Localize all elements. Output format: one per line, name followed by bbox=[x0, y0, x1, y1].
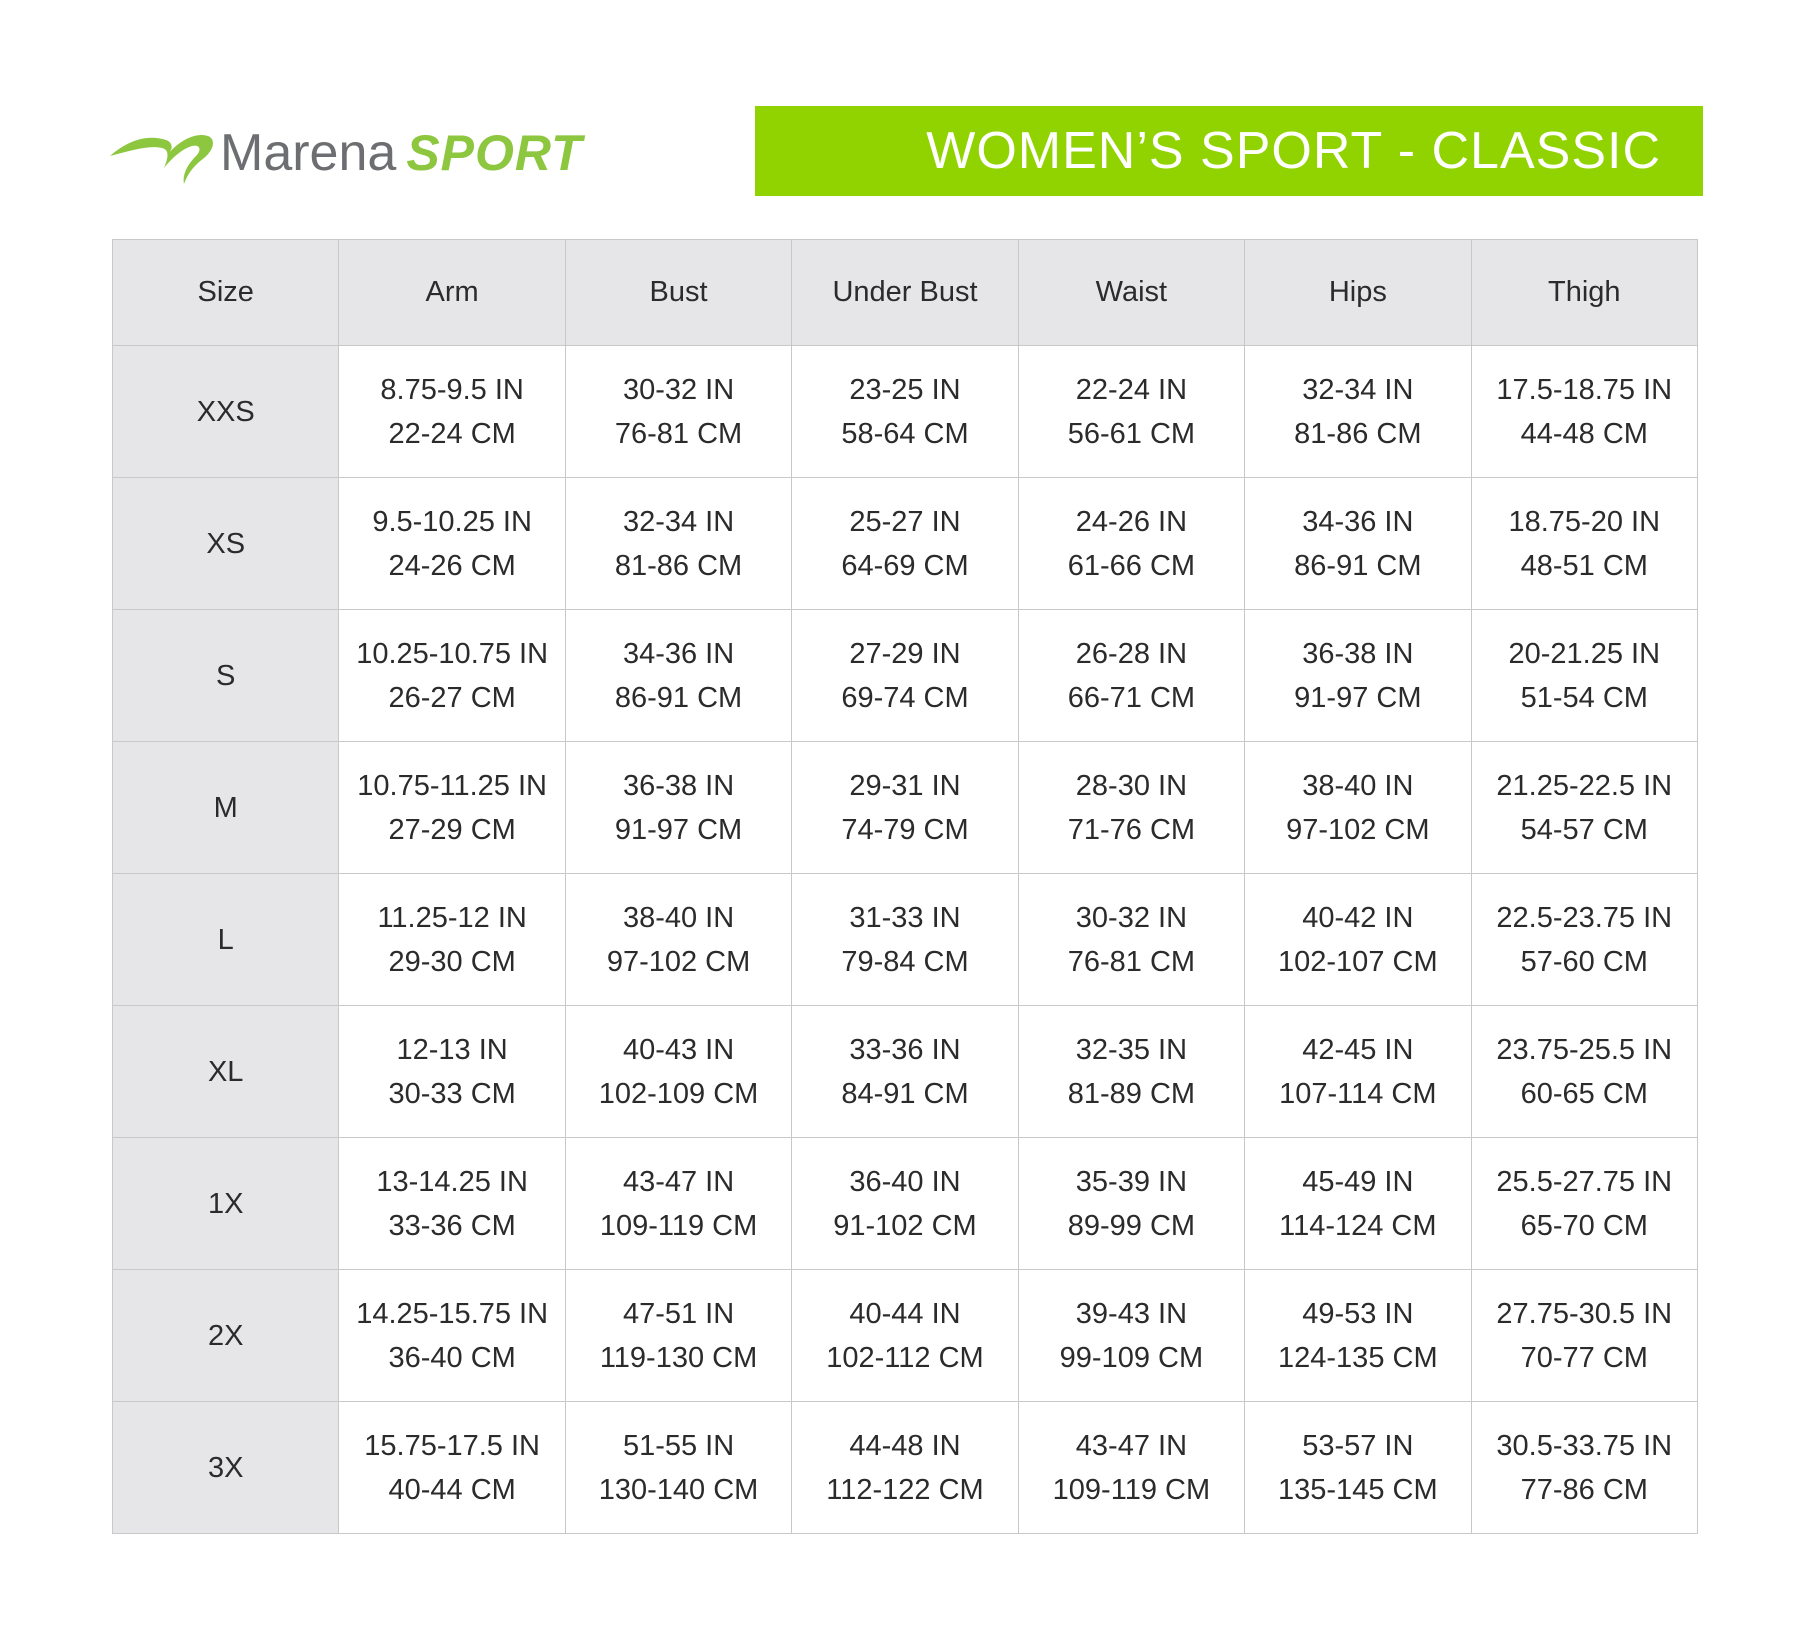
measurement-cell bbox=[565, 874, 791, 1006]
brand-wordmark bbox=[220, 124, 583, 182]
header-row bbox=[113, 240, 1698, 346]
measurement-cell bbox=[792, 346, 1018, 478]
measurement-cm: 97-102 CM bbox=[606, 945, 751, 978]
measurement-inches: 47-51 IN bbox=[622, 1297, 735, 1330]
measurement-cm: 54-57 CM bbox=[1520, 813, 1648, 846]
measurement-inches: 40-42 IN bbox=[1302, 901, 1414, 934]
measurement-inches: 34-36 IN bbox=[1302, 505, 1414, 538]
measurement-inches: 33-36 IN bbox=[849, 1033, 961, 1066]
brand-name: Marena bbox=[220, 124, 397, 182]
measurement-cell bbox=[1018, 874, 1244, 1006]
measurement-inches: 43-47 IN bbox=[622, 1165, 735, 1198]
measurement-cell bbox=[565, 610, 791, 742]
measurement-cell bbox=[1245, 742, 1471, 874]
measurement-inches: 28-30 IN bbox=[1075, 769, 1188, 802]
measurement-inches: 25-27 IN bbox=[849, 505, 961, 538]
size-label: 2X bbox=[113, 1270, 339, 1402]
measurement-cm: 24-26 CM bbox=[388, 549, 516, 582]
measurement-inches: 12-13 IN bbox=[396, 1033, 508, 1066]
measurement-cm: 60-65 CM bbox=[1520, 1077, 1648, 1110]
measurement-inches: 32-34 IN bbox=[622, 505, 735, 538]
table-row bbox=[113, 478, 1698, 610]
measurement-cell bbox=[339, 1270, 565, 1402]
measurement-cm: 79-84 CM bbox=[841, 945, 969, 978]
size-label: XS bbox=[113, 478, 339, 610]
measurement-cm: 97-102 CM bbox=[1286, 813, 1430, 846]
measurement-inches: 27.75-30.5 IN bbox=[1496, 1297, 1673, 1330]
measurement-cm: 44-48 CM bbox=[1520, 417, 1648, 450]
measurement-inches: 9.5-10.25 IN bbox=[372, 505, 532, 538]
brand-logo bbox=[108, 118, 583, 188]
measurement-inches: 32-34 IN bbox=[1302, 373, 1414, 406]
measurement-cell bbox=[1471, 874, 1697, 1006]
measurement-cm: 84-91 CM bbox=[841, 1077, 969, 1110]
measurement-cell bbox=[1018, 1270, 1244, 1402]
measurement-cm: 64-69 CM bbox=[841, 549, 969, 582]
measurement-inches: 8.75-9.5 IN bbox=[380, 373, 524, 406]
measurement-cm: 76-81 CM bbox=[614, 417, 743, 450]
measurement-cell bbox=[565, 742, 791, 874]
measurement-cell bbox=[1471, 742, 1697, 874]
measurement-cell bbox=[565, 1138, 791, 1270]
measurement-cm: 109-119 CM bbox=[1052, 1473, 1211, 1506]
size-label: S bbox=[113, 610, 339, 742]
measurement-cm: 69-74 CM bbox=[841, 681, 969, 714]
table-header bbox=[113, 240, 1698, 346]
measurement-cell bbox=[1471, 1402, 1697, 1534]
column-header-thigh: Thigh bbox=[1471, 240, 1697, 346]
page-title: WOMEN’S SPORT - CLASSIC bbox=[926, 122, 1661, 180]
measurement-cm: 74-79 CM bbox=[841, 813, 969, 846]
measurement-cm: 124-135 CM bbox=[1278, 1341, 1438, 1374]
measurement-inches: 38-40 IN bbox=[622, 901, 735, 934]
measurement-inches: 23-25 IN bbox=[849, 373, 961, 406]
measurement-cm: 91-97 CM bbox=[614, 813, 743, 846]
size-label: XXS bbox=[113, 346, 339, 478]
measurement-cell bbox=[792, 478, 1018, 610]
measurement-cell bbox=[1018, 478, 1244, 610]
measurement-cell bbox=[339, 346, 565, 478]
measurement-cm: 61-66 CM bbox=[1067, 549, 1196, 582]
column-header-under-bust: Under Bust bbox=[792, 240, 1018, 346]
measurement-inches: 20-21.25 IN bbox=[1508, 637, 1661, 670]
measurement-cell bbox=[1018, 610, 1244, 742]
measurement-cell bbox=[792, 610, 1018, 742]
measurement-cm: 29-30 CM bbox=[388, 945, 516, 978]
measurement-inches: 51-55 IN bbox=[622, 1429, 735, 1462]
measurement-cell bbox=[339, 742, 565, 874]
measurement-inches: 26-28 IN bbox=[1075, 637, 1188, 670]
measurement-inches: 44-48 IN bbox=[849, 1429, 961, 1462]
measurement-inches: 30-32 IN bbox=[622, 373, 735, 406]
measurement-inches: 10.75-11.25 IN bbox=[357, 769, 547, 802]
measurement-inches: 17.5-18.75 IN bbox=[1496, 373, 1673, 406]
measurement-cm: 27-29 CM bbox=[388, 813, 516, 846]
measurement-cell bbox=[1471, 1006, 1697, 1138]
measurement-inches: 34-36 IN bbox=[622, 637, 735, 670]
measurement-inches: 15.75-17.5 IN bbox=[364, 1429, 540, 1462]
table-row bbox=[113, 1006, 1698, 1138]
measurement-cell bbox=[1245, 610, 1471, 742]
measurement-inches: 29-31 IN bbox=[849, 769, 961, 802]
measurement-cm: 89-99 CM bbox=[1067, 1209, 1196, 1242]
measurement-cell bbox=[1245, 1138, 1471, 1270]
measurement-inches: 32-35 IN bbox=[1075, 1033, 1188, 1066]
size-label: L bbox=[113, 874, 339, 1006]
measurement-cell bbox=[1245, 1270, 1471, 1402]
measurement-cell bbox=[1471, 346, 1697, 478]
measurement-cell bbox=[339, 1138, 565, 1270]
measurement-cell bbox=[1471, 478, 1697, 610]
size-chart-table bbox=[112, 239, 1698, 1534]
measurement-cm: 119-130 CM bbox=[599, 1341, 758, 1374]
measurement-cell bbox=[1245, 1006, 1471, 1138]
measurement-cm: 91-97 CM bbox=[1294, 681, 1422, 714]
measurement-cell bbox=[1245, 478, 1471, 610]
measurement-inches: 36-38 IN bbox=[1302, 637, 1414, 670]
title-banner bbox=[755, 106, 1703, 196]
measurement-cm: 71-76 CM bbox=[1067, 813, 1196, 846]
measurement-cell bbox=[1018, 1402, 1244, 1534]
table-row bbox=[113, 874, 1698, 1006]
measurement-cell bbox=[565, 478, 791, 610]
measurement-inches: 53-57 IN bbox=[1302, 1429, 1414, 1462]
measurement-cell bbox=[1018, 1138, 1244, 1270]
measurement-cell bbox=[339, 610, 565, 742]
measurement-cell bbox=[565, 1402, 791, 1534]
table-row bbox=[113, 346, 1698, 478]
measurement-inches: 39-43 IN bbox=[1075, 1297, 1188, 1330]
measurement-inches: 38-40 IN bbox=[1302, 769, 1414, 802]
measurement-inches: 10.25-10.75 IN bbox=[356, 637, 549, 670]
measurement-cell bbox=[1018, 742, 1244, 874]
measurement-cm: 51-54 CM bbox=[1520, 681, 1648, 714]
measurement-cm: 86-91 CM bbox=[614, 681, 743, 714]
measurement-inches: 21.25-22.5 IN bbox=[1496, 769, 1673, 802]
measurement-inches: 18.75-20 IN bbox=[1508, 505, 1661, 538]
table-row bbox=[113, 742, 1698, 874]
measurement-inches: 45-49 IN bbox=[1302, 1165, 1414, 1198]
measurement-inches: 42-45 IN bbox=[1302, 1033, 1414, 1066]
measurement-cm: 48-51 CM bbox=[1520, 549, 1648, 582]
measurement-cm: 114-124 CM bbox=[1279, 1209, 1437, 1242]
measurement-cm: 70-77 CM bbox=[1520, 1341, 1648, 1374]
measurement-cm: 40-44 CM bbox=[388, 1473, 516, 1506]
measurement-inches: 49-53 IN bbox=[1302, 1297, 1414, 1330]
column-header-waist: Waist bbox=[1018, 240, 1244, 346]
measurement-inches: 11.25-12 IN bbox=[377, 901, 527, 934]
column-header-size: Size bbox=[113, 240, 339, 346]
measurement-inches: 30-32 IN bbox=[1075, 901, 1188, 934]
table-body bbox=[113, 346, 1698, 1534]
size-label: XL bbox=[113, 1006, 339, 1138]
measurement-inches: 31-33 IN bbox=[849, 901, 961, 934]
measurement-cm: 102-109 CM bbox=[598, 1077, 759, 1110]
measurement-cm: 77-86 CM bbox=[1520, 1473, 1648, 1506]
measurement-cell bbox=[792, 742, 1018, 874]
measurement-cell bbox=[339, 1006, 565, 1138]
measurement-inches: 25.5-27.75 IN bbox=[1496, 1165, 1673, 1198]
measurement-cell bbox=[1471, 1270, 1697, 1402]
measurement-cell bbox=[1018, 1006, 1244, 1138]
measurement-cm: 57-60 CM bbox=[1520, 945, 1648, 978]
measurement-inches: 43-47 IN bbox=[1075, 1429, 1188, 1462]
measurement-inches: 36-40 IN bbox=[849, 1165, 961, 1198]
table-row bbox=[113, 1138, 1698, 1270]
measurement-cell bbox=[792, 874, 1018, 1006]
measurement-cell bbox=[565, 1270, 791, 1402]
measurement-cell bbox=[565, 1006, 791, 1138]
measurement-cm: 58-64 CM bbox=[841, 417, 969, 450]
size-label: 1X bbox=[113, 1138, 339, 1270]
measurement-inches: 14.25-15.75 IN bbox=[356, 1297, 549, 1330]
column-header-arm: Arm bbox=[339, 240, 565, 346]
column-header-bust: Bust bbox=[565, 240, 791, 346]
measurement-cell bbox=[565, 346, 791, 478]
measurement-cm: 109-119 CM bbox=[599, 1209, 758, 1242]
measurement-cm: 81-86 CM bbox=[614, 549, 743, 582]
measurement-cm: 76-81 CM bbox=[1067, 945, 1196, 978]
measurement-cm: 33-36 CM bbox=[388, 1209, 516, 1242]
size-label: M bbox=[113, 742, 339, 874]
table-row bbox=[113, 610, 1698, 742]
measurement-cm: 66-71 CM bbox=[1067, 681, 1196, 714]
measurement-cm: 99-109 CM bbox=[1059, 1341, 1204, 1374]
measurement-cell bbox=[1471, 1138, 1697, 1270]
measurement-inches: 22-24 IN bbox=[1075, 373, 1188, 406]
measurement-inches: 24-26 IN bbox=[1075, 505, 1188, 538]
measurement-cm: 81-89 CM bbox=[1067, 1077, 1196, 1110]
measurement-cm: 102-112 CM bbox=[826, 1341, 984, 1374]
measurement-cm: 102-107 CM bbox=[1278, 945, 1438, 978]
measurement-inches: 30.5-33.75 IN bbox=[1496, 1429, 1673, 1462]
measurement-cm: 86-91 CM bbox=[1294, 549, 1422, 582]
measurement-cm: 81-86 CM bbox=[1294, 417, 1422, 450]
measurement-cm: 56-61 CM bbox=[1067, 417, 1196, 450]
measurement-inches: 13-14.25 IN bbox=[376, 1165, 528, 1198]
measurement-inches: 40-43 IN bbox=[622, 1033, 735, 1066]
measurement-inches: 40-44 IN bbox=[849, 1297, 961, 1330]
measurement-cell bbox=[792, 1138, 1018, 1270]
table-row bbox=[113, 1270, 1698, 1402]
measurement-cell bbox=[792, 1270, 1018, 1402]
measurement-cell bbox=[1245, 1402, 1471, 1534]
column-header-hips: Hips bbox=[1245, 240, 1471, 346]
measurement-cell bbox=[1245, 874, 1471, 1006]
measurement-cm: 26-27 CM bbox=[388, 681, 516, 714]
measurement-cell bbox=[1471, 610, 1697, 742]
measurement-cell bbox=[339, 874, 565, 1006]
table-row bbox=[113, 1402, 1698, 1534]
measurement-cm: 107-114 CM bbox=[1279, 1077, 1437, 1110]
measurement-inches: 36-38 IN bbox=[622, 769, 735, 802]
measurement-cm: 112-122 CM bbox=[826, 1473, 984, 1506]
measurement-cell bbox=[339, 1402, 565, 1534]
size-label: 3X bbox=[113, 1402, 339, 1534]
marena-swoosh-icon bbox=[108, 118, 216, 188]
measurement-inches: 27-29 IN bbox=[849, 637, 961, 670]
measurement-cm: 130-140 CM bbox=[598, 1473, 759, 1506]
measurement-cm: 30-33 CM bbox=[388, 1077, 516, 1110]
measurement-inches: 23.75-25.5 IN bbox=[1496, 1033, 1673, 1066]
measurement-cm: 36-40 CM bbox=[388, 1341, 516, 1374]
measurement-cell bbox=[1018, 346, 1244, 478]
measurement-cm: 22-24 CM bbox=[388, 417, 516, 450]
measurement-cm: 91-102 CM bbox=[833, 1209, 977, 1242]
measurement-cm: 65-70 CM bbox=[1520, 1209, 1648, 1242]
measurement-inches: 22.5-23.75 IN bbox=[1496, 901, 1673, 934]
measurement-inches: 35-39 IN bbox=[1075, 1165, 1188, 1198]
measurement-cell bbox=[792, 1006, 1018, 1138]
measurement-cell bbox=[1245, 346, 1471, 478]
brand-sub: SPORT bbox=[406, 125, 583, 181]
measurement-cell bbox=[792, 1402, 1018, 1534]
measurement-cell bbox=[339, 478, 565, 610]
measurement-cm: 135-145 CM bbox=[1278, 1473, 1438, 1506]
